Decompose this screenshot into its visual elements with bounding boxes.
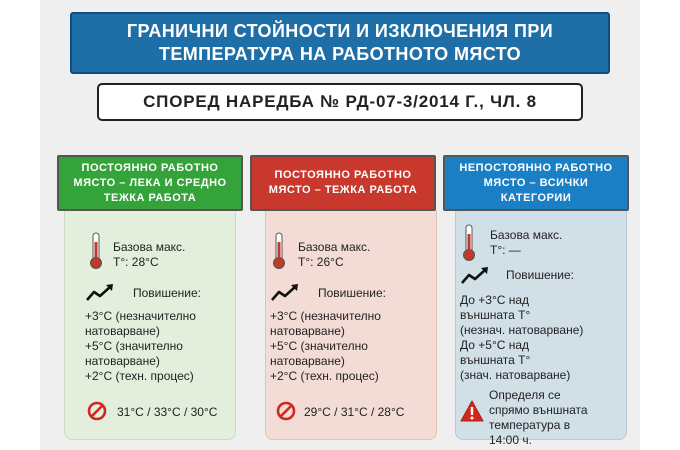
increase-label: Повишение: [506, 268, 575, 282]
trend-up-icon [270, 283, 300, 303]
column-header-light-medium [57, 155, 243, 211]
prohibited-icon [87, 401, 107, 421]
column-header-line: МЯСТО – ЛЕКА И СРЕДНО [73, 176, 227, 189]
warning-icon [460, 400, 484, 422]
base-temperature: Базова макс. T°: 28°C [113, 240, 186, 269]
limit-values: 29°C / 31°C / 28°C [304, 405, 405, 419]
limit-values: 31°C / 33°C / 30°C [117, 405, 218, 419]
title-line-1: ГРАНИЧНИ СТОЙНОСТИ И ИЗКЛЮЧЕНИЯ ПРИ [126, 21, 554, 41]
page-title [70, 12, 610, 74]
base-temperature: Базова макс. T°: — [490, 228, 563, 257]
base-temperature: Базова макс. T°: 26°C [298, 240, 371, 269]
card-heavy [265, 205, 437, 440]
title-line-2: ТЕМПЕРАТУРА НА РАБОТНОТО МЯСТО [158, 44, 521, 64]
trend-up-icon [460, 266, 490, 286]
prohibited-icon [276, 401, 296, 421]
increase-details: +3°C (незначително натоварване) +5°C (значително натоварване) +2°C (техн. процес) [85, 309, 196, 383]
thermometer-icon [89, 232, 103, 270]
regulation-subtitle: СПОРЕД НАРЕДБА № РД-07-3/2014 Г., ЧЛ. 8 [97, 83, 583, 121]
column-header-non-permanent [443, 155, 629, 211]
increase-label: Повишение: [318, 286, 387, 300]
column-header-line: КАТЕГОРИИ [500, 191, 572, 204]
column-header-line: ПОСТОЯННО РАБОТНО [274, 169, 412, 181]
card-light-medium [64, 205, 236, 440]
increase-details: До +3°C над външната T° (незнач. натоварване) До +5°C над външната T° (знач. натоварване) [460, 293, 584, 382]
column-header-line: МЯСТО – ВСИЧКИ [483, 176, 589, 189]
column-header-line: НЕПОСТОЯННО РАБОТНО [459, 161, 613, 174]
column-header-line: МЯСТО – ТЕЖКА РАБОТА [268, 184, 418, 196]
column-header-heavy [250, 155, 436, 211]
limit-values: Определя се спрямо външната температура в 14:00 ч. [489, 388, 588, 447]
thermometer-icon [462, 224, 476, 262]
trend-up-icon [85, 283, 115, 303]
column-header-line: ТЕЖКА РАБОТА [103, 191, 197, 204]
increase-details: +3°C (незначително натоварване) +5°C (значително натоварване) +2°C (техн. процес) [270, 309, 381, 383]
increase-label: Повишение: [133, 286, 202, 300]
column-header-line: ПОСТОЯННО РАБОТНО [81, 161, 219, 174]
thermometer-icon [272, 232, 286, 270]
card-non-permanent [455, 205, 627, 447]
